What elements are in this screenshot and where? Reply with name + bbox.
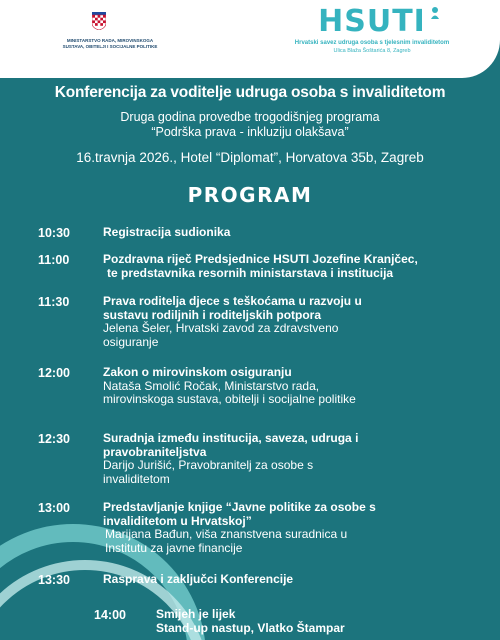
program-description [103,295,451,349]
ministry-logo [30,12,190,50]
program-time: 11:00 [38,253,70,267]
program-speaker: Darijo Jurišić, Pravobranitelj za osobe s [103,458,314,472]
program-speaker: Stand-up nastup, Vlatko Štampar [156,620,345,635]
program-time: 12:00 [38,366,70,380]
hsuti-logo-block [262,4,482,54]
program-description [103,226,451,240]
ministry-line: MINISTARSTVO RADA, MIROVINSKOGA [66,38,154,43]
program-topic: Smijeh je lijek [156,607,236,621]
hsuti-logo-text: HSUTI [318,4,426,39]
program-topic: Rasprava i zaključci Konferencije [103,572,294,586]
program-speaker: Nataša Smolić Ročak, Ministarstvo rada, [103,378,320,393]
hsuti-address: Ulica Blaža Šoštarića 8, Zagreb [333,48,411,54]
subtitle-line: “Podrška prava - inkluziju olakšava” [151,125,349,139]
program-time: 13:00 [38,501,70,515]
program-heading: PROGRAM [187,183,313,207]
program-topic: pravobraniteljstva [103,444,207,459]
program-topic: Pozdravna riječ Predsjednice HSUTI Jozefine Kranjčec, [103,252,418,266]
program-speaker: osiguranje [103,334,159,349]
hsuti-full-name: Hrvatski savez udruga osoba s tjelesnim invaliditetom [294,40,450,46]
program-time: 14:00 [94,608,126,622]
program-speaker: Institutu za javne financije [105,540,243,555]
program-time: 11:30 [38,295,70,309]
ministry-line: SUSTAVA, OBITELJI I SOCIJALNE POLITIKE [62,44,158,49]
program-topic: Prava roditelja djece s teškoćama u razvoju u [103,294,362,308]
program-topic: Registracija sudionika [103,225,231,239]
program-description [103,366,451,407]
program-description [103,501,451,555]
header-banner [0,0,500,78]
event-date-location: 16.travnja 2026., Hotel “Diplomat”, Horvatova 35b, Zagreb [76,150,424,165]
program-speaker: mirovinskoga sustava, obitelji i socijalne politike [103,392,356,406]
program-topic: invaliditetom u Hrvatskoj” [103,513,252,528]
croatian-coat-of-arms-icon [92,12,106,30]
program-time: 12:30 [38,432,70,446]
program-description [103,253,451,280]
ministry-name [30,38,190,50]
hsuti-logo [318,4,426,39]
conference-subtitle [0,110,500,140]
program-speaker: Marijana Bađun, viša znanstvena suradnica u [105,527,348,541]
program-description [103,573,451,587]
program-topic: sustavu rodiljnih i roditeljskih potpora [103,307,322,322]
program-speaker: invaliditetom [103,471,170,486]
program-topic: te predstavnika resornih ministarstava i institucija [107,265,394,280]
conference-title: Konferencija za voditelje udruga osoba s invaliditetom [54,84,446,101]
program-topic: Suradnja između institucija, saveza, udruga i [103,431,359,445]
subtitle-line: Druga godina provedbe trogodišnjeg programa [120,110,380,124]
program-description [103,432,451,486]
program-time: 10:30 [38,226,70,240]
program-time: 13:30 [38,573,70,587]
program-topic: Zakon o mirovinskom osiguranju [103,365,292,379]
program-description [156,608,456,635]
person-figure-icon [428,6,442,20]
program-topic: Predstavljanje knjige “Javne politike za osobe s [103,500,376,514]
program-speaker: Jelena Šeler, Hrvatski zavod za zdravstveno [103,321,339,335]
